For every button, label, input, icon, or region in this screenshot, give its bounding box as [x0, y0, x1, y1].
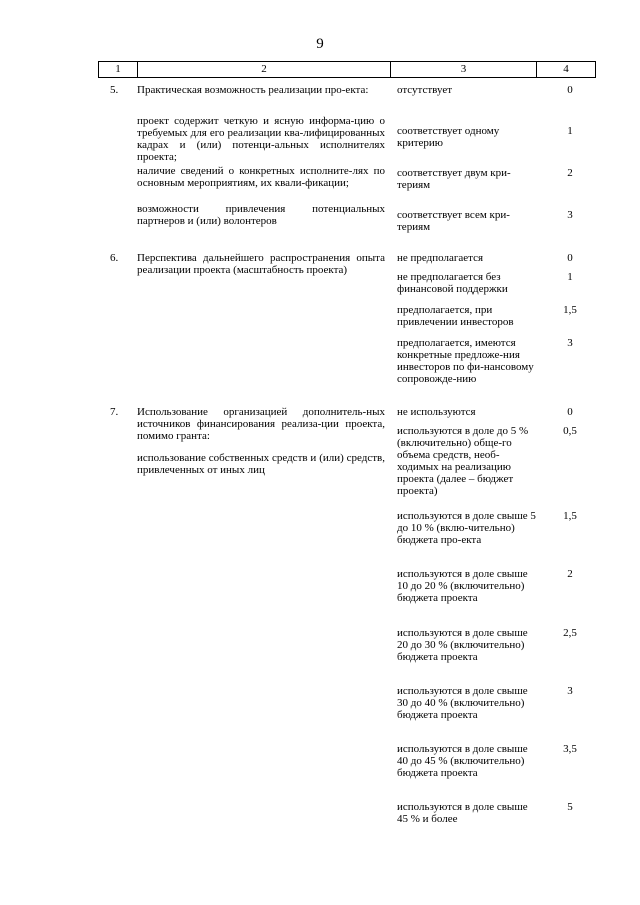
column-header-1: 1 — [99, 62, 138, 78]
option-text: предполагается, имеются конкретные предложе-ния инвесторов по фи-нансовому сопровожде-нию — [397, 337, 534, 385]
criterion-detail: наличие сведений о конкретных исполните-лях по основным мероприятиям, их квали-фикации; — [137, 165, 385, 189]
option-text: предполагается, при привлечении инвесторов — [397, 304, 514, 328]
option-score: 0 — [567, 84, 573, 96]
column-header-3: 3 — [391, 62, 537, 78]
option-score: 0 — [567, 406, 573, 418]
criterion-detail: возможности привлечения потенциальных партнеров и (или) волонтеров — [137, 203, 385, 227]
option-score: 2,5 — [563, 627, 577, 639]
option-score: 1 — [567, 125, 573, 137]
option-score: 3 — [567, 337, 573, 349]
option-text: соответствует двум кри-териям — [397, 167, 511, 191]
row-number: 5. — [110, 84, 119, 96]
option-text: используются в доле свыше 40 до 45 % (включительно) бюджета проекта — [397, 743, 528, 779]
option-score: 3,5 — [563, 743, 577, 755]
option-text: отсутствует — [397, 84, 453, 96]
page-number: 9 — [316, 36, 324, 52]
option-text: соответствует одному критерию — [397, 125, 500, 149]
option-score: 0,5 — [563, 425, 577, 437]
option-text: не предполагается — [397, 252, 484, 264]
option-score: 2 — [567, 167, 573, 179]
option-text: используются в доле свыше 30 до 40 % (включительно) бюджета проекта — [397, 685, 528, 721]
option-score: 5 — [567, 801, 573, 813]
option-score: 1 — [567, 271, 573, 283]
option-text: не используются — [397, 406, 476, 418]
option-score: 3 — [567, 685, 573, 697]
option-text: используются в доле свыше 45 % и более — [397, 801, 528, 825]
column-header-4: 4 — [537, 62, 596, 78]
row-number: 6. — [110, 252, 119, 264]
criterion-title: Практическая возможность реализации про-екта: — [137, 84, 369, 96]
option-score: 1,5 — [563, 304, 577, 316]
option-text: не предполагается без финансовой поддержки — [397, 271, 508, 295]
option-text: используются в доле свыше 5 до 10 % (вклю-чительно) бюджета про-екта — [397, 510, 536, 546]
criterion-detail: использование собственных средств и (или) средств, привлеченных от иных лиц — [137, 452, 385, 476]
option-score: 1,5 — [563, 510, 577, 522]
criterion-title: Перспектива дальнейшего распространения опыта реализации проекта (масштабность проекта) — [137, 252, 385, 276]
column-header-2: 2 — [138, 62, 391, 78]
option-score: 3 — [567, 209, 573, 221]
criterion-title: Использование организацией дополнитель-ных источников финансирования реализа-ции проекта, помимо гранта: — [137, 406, 385, 442]
option-text: используются в доле до 5 % (включительно) обще-го объема средств, необ-ходимых на реализацию проекта (далее – бюджет проекта) — [397, 425, 529, 497]
row-number: 7. — [110, 406, 119, 418]
option-text: соответствует всем кри-териям — [397, 209, 510, 233]
option-text: используются в доле свыше 20 до 30 % (включительно) бюджета проекта — [397, 627, 528, 663]
option-score: 0 — [567, 252, 573, 264]
option-score: 2 — [567, 568, 573, 580]
criterion-detail: проект содержит четкую и ясную информа-цию о требуемых для его реализации ква-лифицированных кадрах и (или) потенци-альных исполнителях проекта; — [137, 115, 385, 163]
column-header-row — [98, 61, 596, 78]
option-text: используются в доле свыше 10 до 20 % (включительно) бюджета проекта — [397, 568, 528, 604]
